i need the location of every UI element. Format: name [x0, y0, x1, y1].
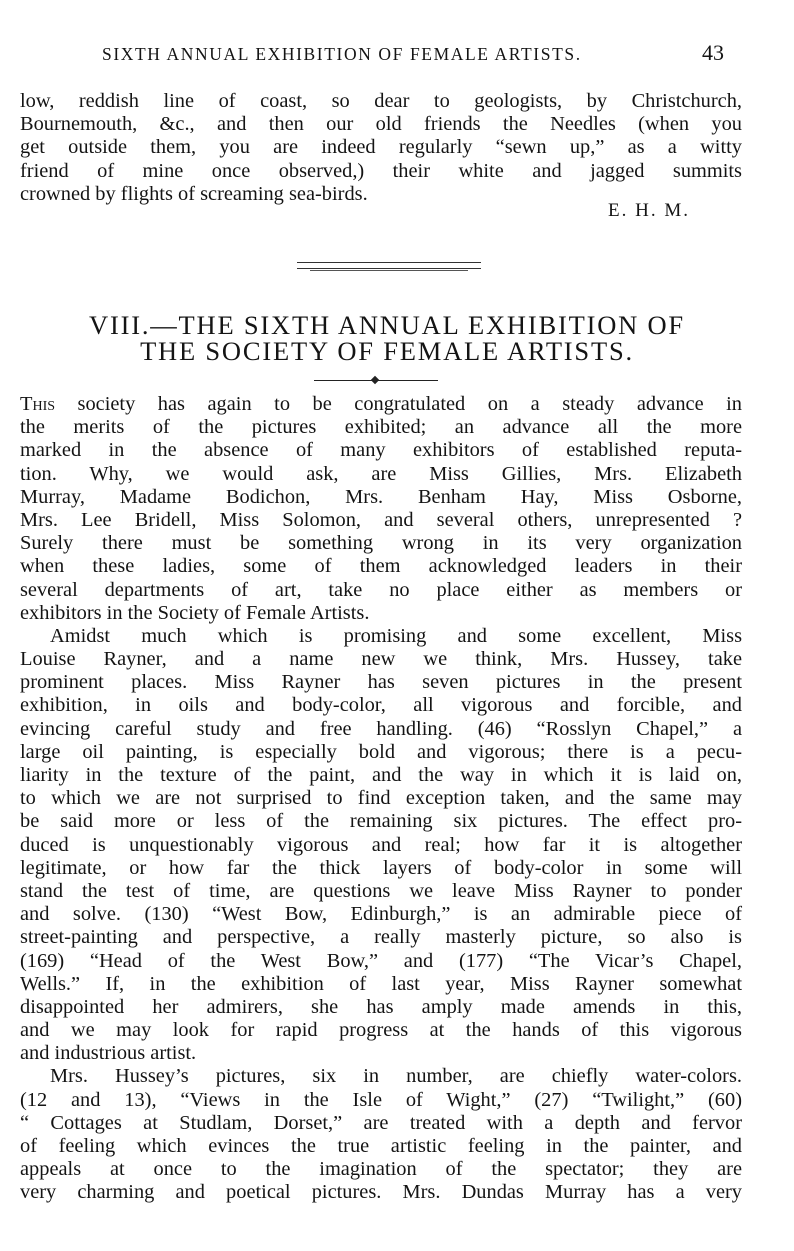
text-line: large oil painting, is especially bold and vigorous; there is a pecu- — [20, 740, 742, 763]
text-line: tion. Why, we would ask, are Miss Gillies, Mrs. Elizabeth — [20, 462, 742, 485]
article-heading-line-2: THE SOCIETY OF FEMALE ARTISTS. — [140, 336, 634, 366]
text-line: “ Cottages at Studlam, Dorset,” are treated with a depth and fervor — [20, 1111, 742, 1134]
running-head — [0, 40, 794, 68]
text-line: liarity in the texture of the paint, and the way in which it is laid on, — [20, 764, 742, 786]
section-divider — [297, 262, 481, 269]
text-line: marked in the absence of many exhibitors of established reputa- — [20, 439, 742, 462]
text-line: the merits of the pictures exhibited; an advance all the more — [20, 416, 742, 439]
text-line: (169) “Head of the West Bow,” and (177) “The Vicar’s Chapel, — [20, 949, 742, 972]
previous-article-text — [20, 90, 742, 206]
text-line: and solve. (130) “West Bow, Edinburgh,” is an admirable piece of — [20, 903, 742, 926]
section-divider-underline — [310, 270, 468, 271]
paragraph-start-line: Mrs. Hussey’s pictures, six in number, are chiefly water-colors. — [50, 1065, 742, 1088]
text-line: several departments of art, take no place either as members or — [20, 578, 742, 601]
text-line: to which we are not surprised to find exception taken, and the same may — [20, 787, 742, 810]
text-line: of feeling which evinces the true artistic feeling in the painter, and — [20, 1135, 742, 1157]
drop-word: This — [20, 393, 56, 415]
text-line: street-painting and perspective, a really masterly picture, so also is — [20, 926, 742, 949]
heading-ornament — [314, 376, 438, 386]
article-body — [20, 393, 742, 1205]
text-line: Surely there must be something wrong in its very organization — [20, 532, 742, 555]
text-line: duced is unquestionably vigorous and real; how far it is altogether — [20, 833, 742, 856]
text-line: when these ladies, some of them acknowledged leaders in their — [20, 555, 742, 578]
text-line: exhibitors in the Society of Female Artists. — [20, 601, 370, 624]
text-line: be said more or less of the remaining six pictures. The effect pro- — [20, 810, 742, 833]
text-line: stand the test of time, are questions we leave Miss Rayner to ponder — [20, 879, 742, 902]
text-line: exhibition, in oils and body-color, all vigorous and forcible, and — [20, 694, 742, 717]
page-number: 43 — [702, 40, 724, 65]
article-heading-line-1: VIII.—THE SIXTH ANNUAL EXHIBITION OF — [89, 310, 685, 340]
text-line: appeals at once to the imagination of the spectator; they are — [20, 1158, 742, 1181]
text-line: Louise Rayner, and a name new we think, Mrs. Hussey, take — [20, 648, 742, 671]
text-line: (12 and 13), “Views in the Isle of Wight,” (27) “Twilight,” (60) — [20, 1088, 742, 1111]
text-line: very charming and poetical pictures. Mrs. Dundas Murray has a very — [20, 1181, 742, 1204]
text-line: Wells.” If, in the exhibition of last year, Miss Rayner somewhat — [20, 972, 742, 995]
text-line: and we may look for rapid progress at the hands of this vigorous — [20, 1019, 742, 1042]
text-line: legitimate, or how far the thick layers of body-color in some will — [20, 856, 742, 879]
text-line: Mrs. Lee Bridell, Miss Solomon, and several others, unrepresented ? — [20, 508, 742, 531]
author-signature: E. H. M. — [608, 200, 690, 221]
paragraph-start-line: Amidst much which is promising and some excellent, Miss — [50, 624, 742, 647]
text-line: Bournemouth, &c., and then our old friends the Needles (when you — [20, 113, 742, 136]
running-title: SIXTH ANNUAL EXHIBITION OF FEMALE ARTISTS. — [102, 44, 582, 64]
opening-line-rest: society has again to be congratulated on a steady advance in — [55, 393, 742, 415]
text-line: prominent places. Miss Rayner has seven pictures in the present — [20, 671, 742, 694]
text-line: crowned by flights of screaming sea-birds. — [20, 182, 368, 205]
text-line: evincing careful study and free handling. (46) “Rosslyn Chapel,” a — [20, 717, 742, 740]
text-line: and industrious artist. — [20, 1042, 197, 1065]
text-line: Murray, Madame Bodichon, Mrs. Benham Hay, Miss Osborne, — [20, 485, 742, 508]
opening-line — [20, 393, 742, 416]
diamond-icon — [371, 376, 379, 384]
text-line: disappointed her admirers, she has amply made amends in this, — [20, 995, 742, 1018]
text-line: get outside them, you are indeed regularly “sewn up,” as a witty — [20, 136, 742, 159]
text-line: low, reddish line of coast, so dear to geologists, by Christchurch, — [20, 90, 742, 112]
text-line: friend of mine once observed,) their white and jagged summits — [20, 159, 742, 182]
